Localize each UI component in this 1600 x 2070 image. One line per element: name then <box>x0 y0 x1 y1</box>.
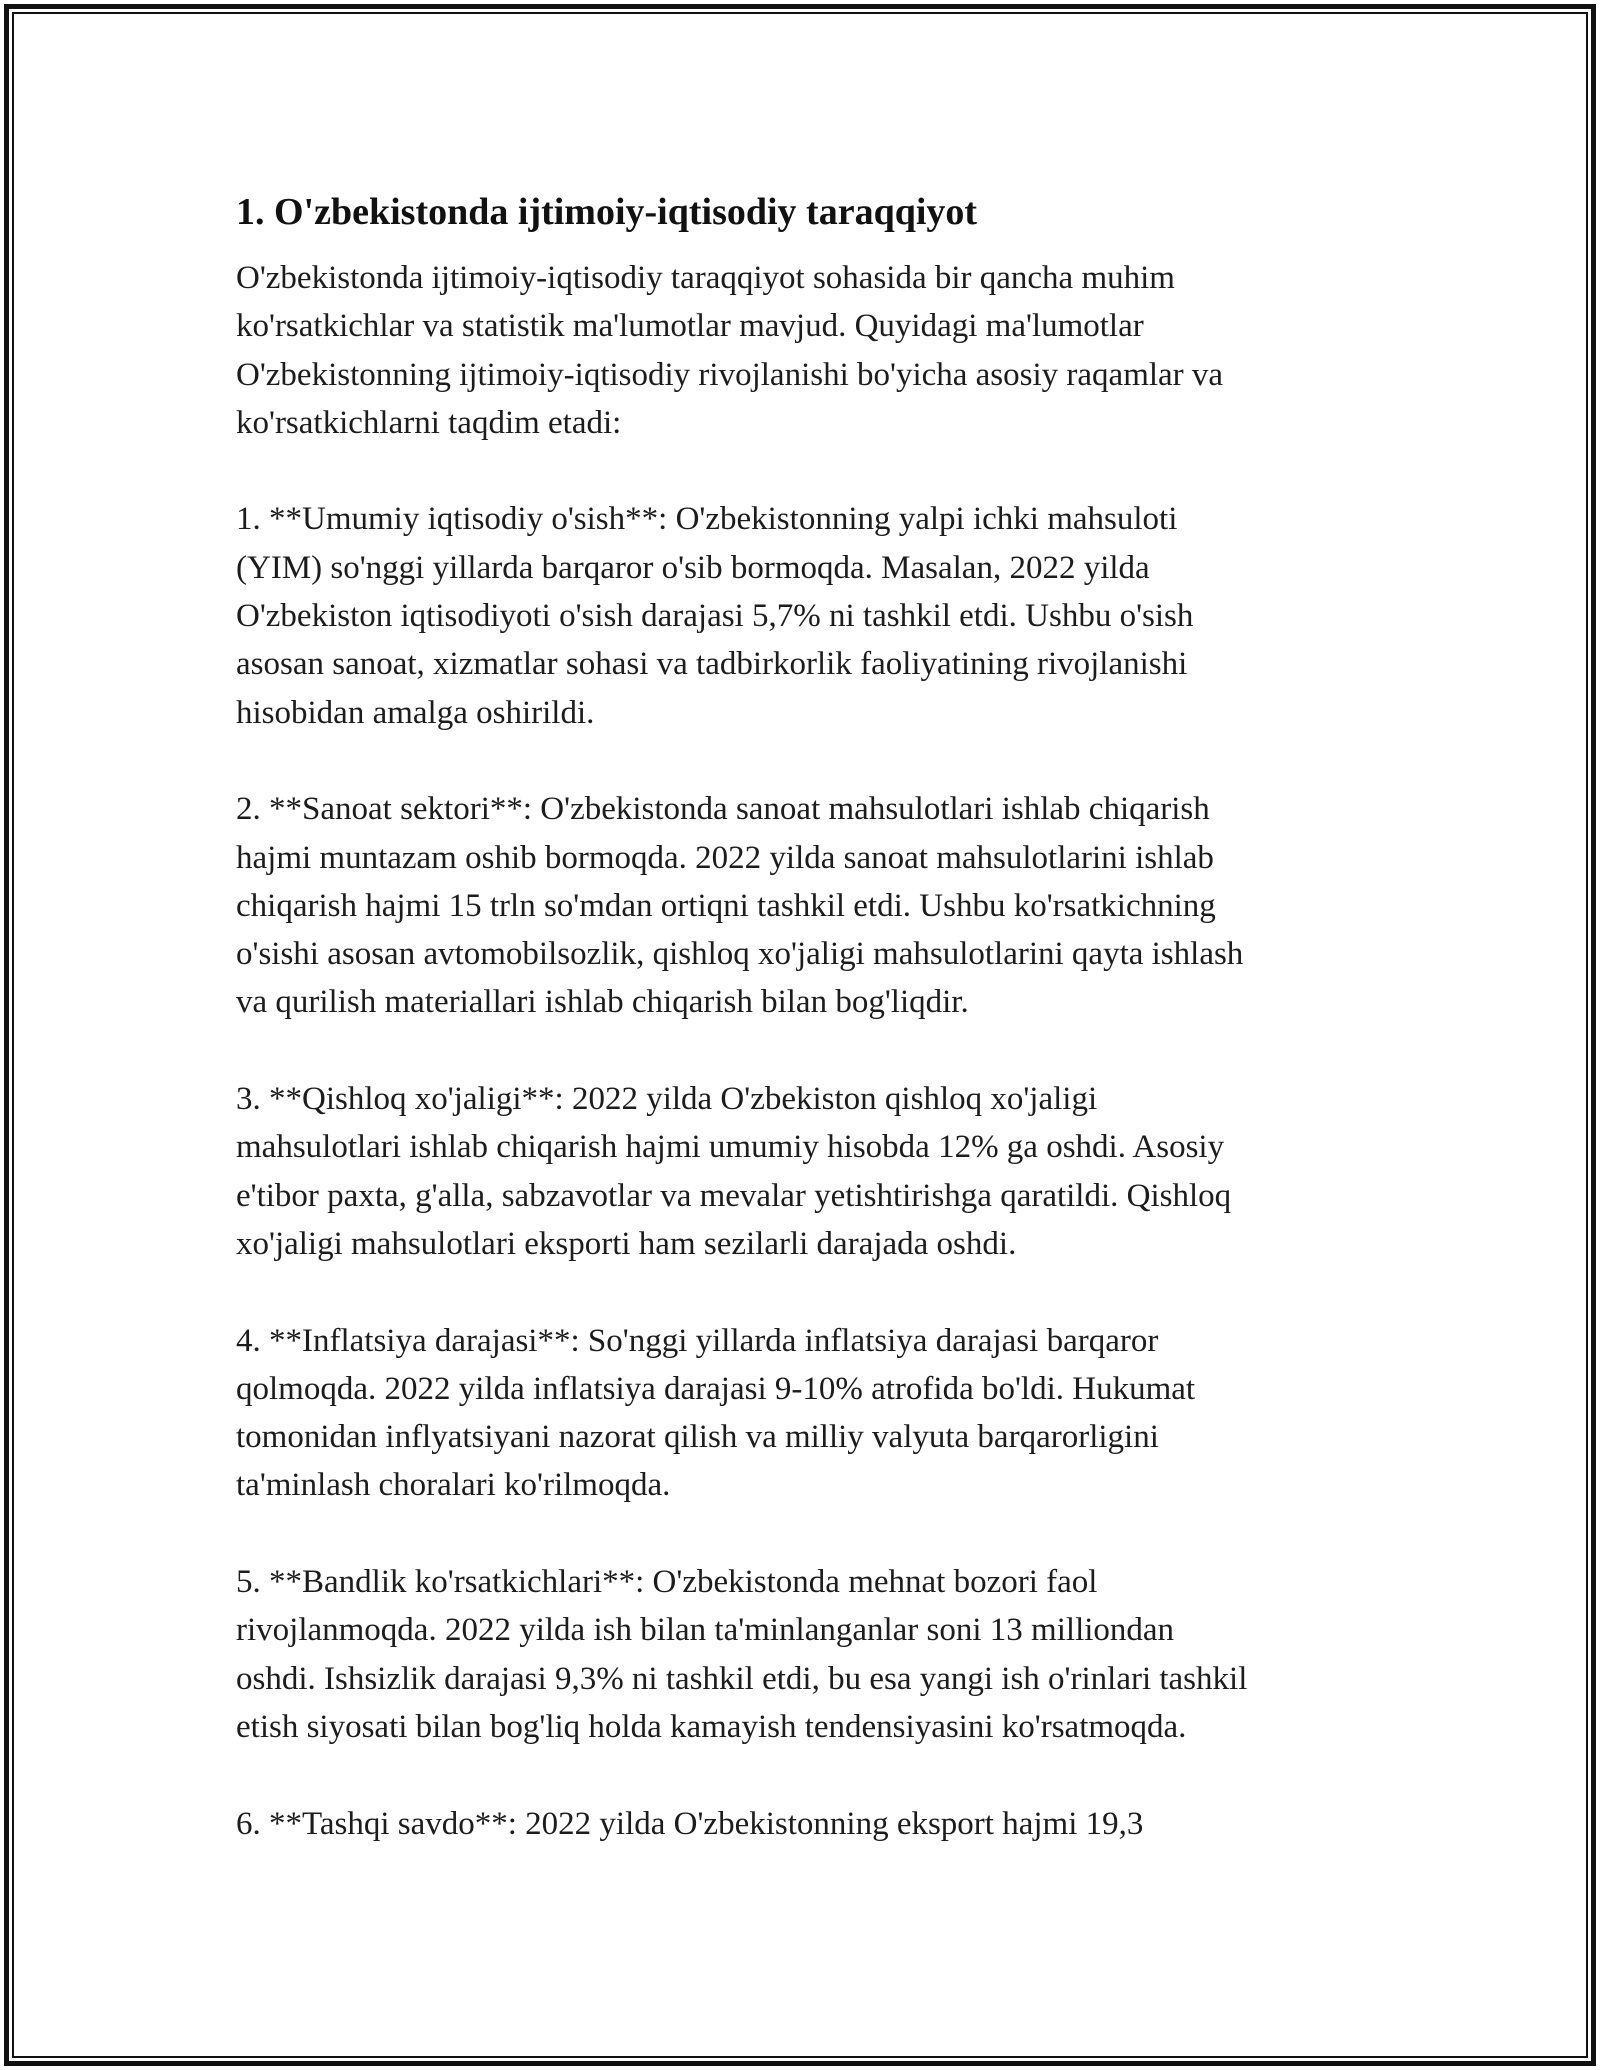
list-item-inflation: 4. **Inflatsiya darajasi**: So'nggi yillarda inflatsiya darajasi barqaror qolmoqda. 2022 yilda inflatsiya darajasi 9-10% atrofida bo'ldi. Hukumat tomonidan inflyatsiyani nazorat qilish va milliy valyuta barqarorligini ta'minlash choralari ko'rilmoqda. <box>236 1322 1196 1504</box>
list-item-agriculture: 3. **Qishloq xo'jaligi**: 2022 yilda O'zbekiston qishloq xo'jaligi mahsulotlari ishlab chiqarish hajmi umumiy hisobda 12% ga oshdi. Asosiy e'tibor paxta, g'alla, sabzavotlar va mevalar yetishtirishga qaratildi. Qishloq xo'jaligi mahsulotlari eksporti ham sezilarli darajada oshdi. <box>236 1081 1232 1262</box>
document-title: 1. O'zbekistonda ijtimoiy-iqtisodiy taraqqiyot <box>236 191 978 233</box>
list-item-foreign-trade: 6. **Tashqi savdo**: 2022 yilda O'zbekistonning eksport hajmi 19,3 <box>236 1805 1144 1842</box>
document-body <box>236 186 1386 1848</box>
list-item-employment: 5. **Bandlik ko'rsatkichlari**: O'zbekistonda mehnat bozori faol rivojlanmoqda. 2022 yilda ish bilan ta'minlanganlar soni 13 milliondan oshdi. Ishsizlik darajasi 9,3% ni tashkil etdi, bu esa yangi ish o'rinlari tashkil etish siyosati bilan bog'liq holda kamayish tendensiyasini ko'rsatmoqda. <box>236 1564 1248 1745</box>
list-item-economic-growth: 1. **Umumiy iqtisodiy o'sish**: O'zbekistonning yalpi ichki mahsuloti (YIM) so'nggi yillarda barqaror o'sib bormoqda. Masalan, 2022 yilda O'zbekiston iqtisodiyoti o'sish darajasi 5,7% ni tashkil etdi. Ushbu o'sish asosan sanoat, xizmatlar sohasi va tadbirkorlik faoliyatining rivojlanishi hisobidan amalga oshirildi. <box>236 501 1194 731</box>
intro-paragraph: O'zbekistonda ijtimoiy-iqtisodiy taraqqiyot sohasida bir qancha muhim ko'rsatkichlar va statistik ma'lumotlar mavjud. Quyidagi ma'lumotlar O'zbekistonning ijtimoiy-iqtisodiy rivojlanishi bo'yicha asosiy raqamlar va ko'rsatkichlarni taqdim etadi: <box>236 260 1224 441</box>
list-item-industry-sector: 2. **Sanoat sektori**: O'zbekistonda sanoat mahsulotlari ishlab chiqarish hajmi muntazam oshib bormoqda. 2022 yilda sanoat mahsulotlarini ishlab chiqarish hajmi 15 trln so'mdan ortiqni tashkil etdi. Ushbu ko'rsatkichning o'sishi asosan avtomobilsozlik, qishloq xo'jaligi mahsulotlarini qayta ishlash va qurilish materiallari ishlab chiqarish bilan bog'liqdir. <box>236 791 1244 1021</box>
